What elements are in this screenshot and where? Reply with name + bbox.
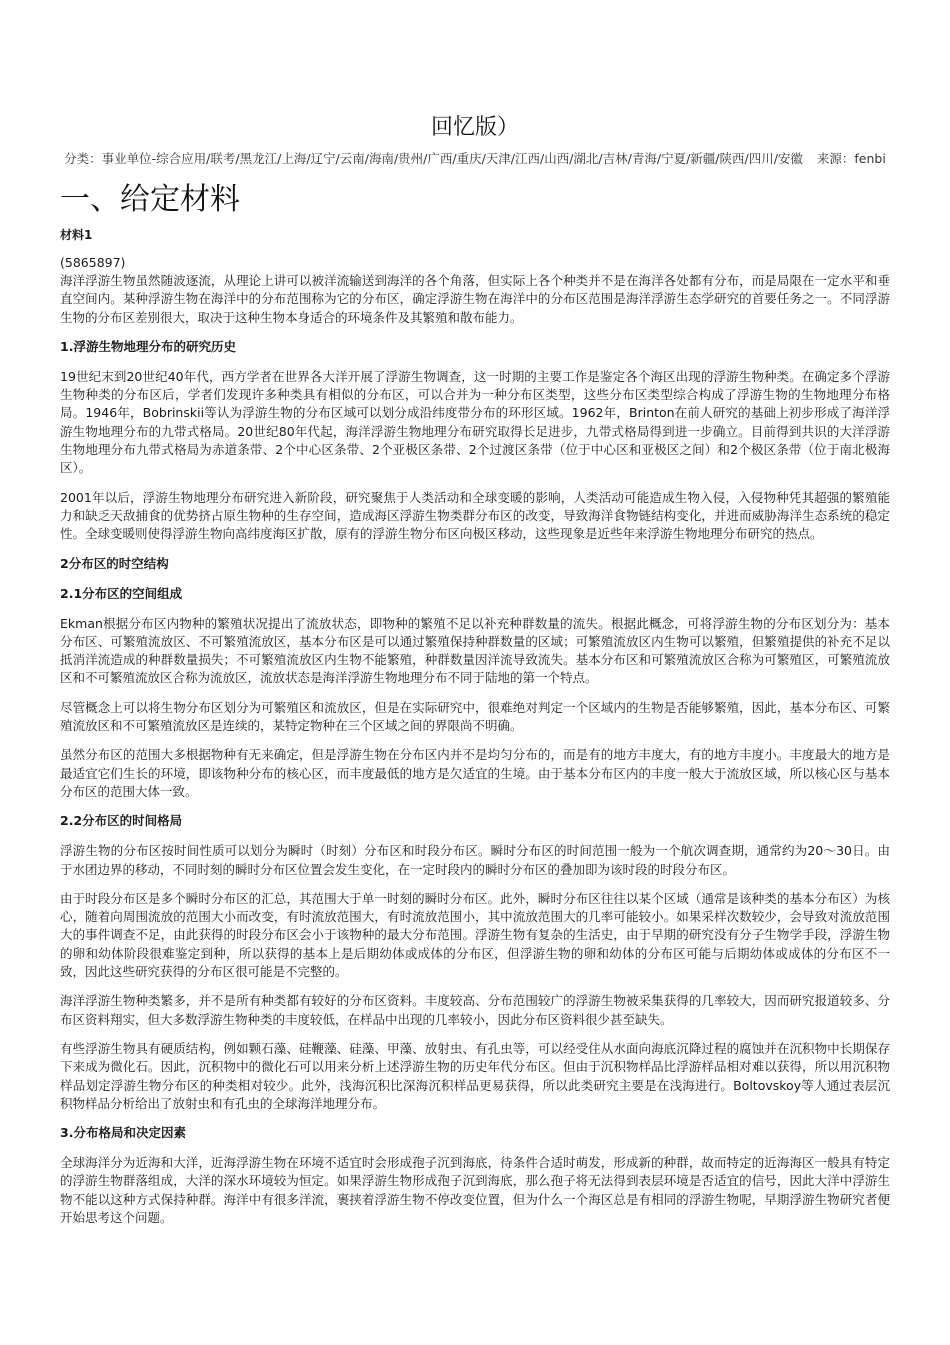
category-text: 分类：事业单位-综合应用/联考/黑龙江/上海/辽宁/云南/海南/贵州/广西/重庆/天津/江西/山西/湖北/吉林/青海/宁夏/新疆/陕西/四川/安徽 [64,151,803,166]
paragraph: Ekman根据分布区内物种的繁殖状况提出了流放状态，即物种的繁殖不足以补充种群数量的流失。根据此概念，可将浮游生物的分布区划分为：基本分布区、可繁殖流放区、不可繁殖流放区，基本分布区是可以通过繁殖保持种群数量的区域；可繁殖流放区内生物可以繁殖，但繁殖提供的补充不足以抵消洋流造成的种群数量损失；不可繁殖流放区内生物不能繁殖，种群数量因洋流导致流失。基本分布区和可繁殖流放区合称为可繁殖区，可繁殖流放区和不可繁殖流放区合称为流放区，流放状态是海洋浮游生物地理分布不同于陆地的第一个特点。 [60,615,890,686]
paragraph: 全球海洋分为近海和大洋，近海浮游生物在环境不适宜时会形成孢子沉到海底，待条件合适时萌发，形成新的种群，故而特定的近海海区一般具有特定的浮游生物群落组成，大洋的深水环境较为恒定。如果浮游生物形成孢子沉到海底，那么孢子将无法得到表层环境是否适宜的信号，因此大洋中浮游生物不能以这种方式保持种群。海洋中有很多洋流，裹挟着浮游生物不停改变位置，但为什么一个海区总是有相同的浮游生物呢，早期浮游生物研究者便开始思考这个问题。 [60,1155,890,1225]
section-heading: 一、给定材料 [60,182,240,217]
subsection-heading-2-1: 2.1分布区的空间组成 [60,585,183,601]
document-title: 回忆版） [430,115,519,140]
paragraph: 海洋浮游生物种类繁多，并不是所有种类都有较好的分布区资料。丰度较高、分布范围较广的浮游生物被采集获得的几率较大，因而研究报道较多、分布区资料翔实，但大多数浮游生物种类的丰度较低，在样品中出现的几率较小，因此分布区资料很少甚至缺失。 [60,993,890,1027]
paragraph: 虽然分布区的范围大多根据物种有无来确定，但是浮游生物在分布区内并不是均匀分布的，而是有的地方丰度大，有的地方丰度小。丰度最大的地方是最适宜它们生长的环境，即该物种分布的核心区，而丰度最低的地方是欠适宜的生境。由于基本分布区内的丰度一般大于流放区域，所以核心区与基本分布区的范围大体一致。 [60,747,890,799]
subsection-heading-2-2: 2.2分布区的时间格局 [60,813,183,829]
paragraph: 尽管概念上可以将生物分布区划分为可繁殖区和流放区，但是在实际研究中，很难绝对判定一个区域内的生物是否能够繁殖，因此，基本分布区、可繁殖流放区和不可繁殖流放区是连续的，某特定物种在三个区域之间的界限尚不明确。 [60,699,890,734]
subsection-heading-2: 2分布区的时空结构 [60,555,169,571]
source-text: 来源：fenbi [816,151,886,166]
paragraph: 浮游生物的分布区按时间性质可以划分为瞬时（时刻）分布区和时段分布区。瞬时分布区的时间范围一般为一个航次调查期，通常约为20～30日。由于水团边界的移动，不同时刻的瞬时分布区位置会发生变化，在一定时段内的瞬时分布区的叠加即为该时段的时段分布区。 [60,843,890,877]
paragraph: 19世纪末到20世纪40年代，西方学者在世界各大洋开展了浮游生物调查，这一时期的主要工作是鉴定各个海区出现的浮游生物种类。在确定多个浮游生物种类的分布区后，学者们发现许多种类具有相似的分布区，可以合并为一种分布区类型，这些分布区类型综合构成了浮游生物的生物地理分布格局。1946年，Bobrinskii等认为浮游生物的分布区域可以划分成沿纬度带分布的环形区域。1962年，Brinton在前人研究的基础上初步形成了海洋浮游生物地理分布的九带式格局。20世纪80年代起，海洋浮游生物地理分布研究取得长足进步，九带式格局得到进一步确立。目前得到共识的大洋浮游生物地理分布九带式格局为赤道条带、2个中心区条带、2个亚极区条带、2个过渡区条带（位于中心区和亚极区之间）和2个极区条带（位于南北极海区）。 [60,368,890,476]
material-id: (5865897) [60,255,126,270]
subsection-heading-1: 1.浮游生物地理分布的研究历史 [60,338,236,354]
subsection-heading-3: 3.分布格局和决定因素 [60,1125,186,1141]
material-label: 材料1 [60,228,93,242]
material-intro-paragraph: 海洋浮游生物虽然随波逐流，从理论上讲可以被洋流输送到海洋的各个角落，但实际上各个种类并不是在海洋各处都有分布，而是局限在一定水平和垂直空间内。某种浮游生物在海洋中的分布范围称为它的分布区，确定浮游生物在海洋中的分布区范围是海洋浮游生态学研究的首要任务之一。不同浮游生物的分布区差别很大，取决于这种生物本身适合的环境条件及其繁殖和散布能力。 [60,273,890,325]
paragraph: 2001年以后，浮游生物地理分布研究进入新阶段，研究聚焦于人类活动和全球变暖的影响，人类活动可能造成生物入侵，入侵物种凭其超强的繁殖能力和缺乏天敌捕食的优势挤占原生物种的生存空间，造成海区浮游生物类群分布区的改变，导致海洋食物链结构变化，并进而威胁海洋生态系统的稳定性。全球变暖则使得浮游生物向高纬度海区扩散，原有的浮游生物分布区向极区移动，这些现象是近些年来浮游生物地理分布研究的热点。 [60,489,890,542]
paragraph: 有些浮游生物具有硬质结构，例如颗石藻、硅鞭藻、硅藻、甲藻、放射虫、有孔虫等，可以经受住从水面向海底沉降过程的腐蚀并在沉积物中长期保存下来成为微化石。因此，沉积物中的微化石可以用来分析上述浮游生物的历史年代分布区。但由于沉积物样品比浮游样品相对难以获得，所以用沉积物样品划定浮游生物分布区的种类相对较少。此外，浅海沉积比深海沉积样品更易获得，所以此类研究主要是在浅海进行。Boltovskoy等人通过表层沉积物样品分析给出了放射虫和有孔虫的全球海洋地理分布。 [60,1040,890,1111]
paragraph: 由于时段分布区是多个瞬时分布区的汇总，其范围大于单一时刻的瞬时分布区。此外，瞬时分布区往往以某个区域（通常是该种类的基本分布区）为核心，随着向周围流放的范围大小而改变，有时流放范围大，有时流放范围小，其中流放范围大的几率可能较小。如果采样次数较少，会导致对流放范围大的事件调查不足，由此获得的时段分布区会小于该物种的最大分布范围。浮游生物有复杂的生活史，由于早期的研究没有分子生物学手段，浮游生物的卵和幼体阶段很难鉴定到种，所以获得的基本上是后期幼体或成体的分布区，但浮游生物的卵和幼体的分布区可能与后期幼体或成体的分布区不一致，因此这些研究获得的分布区很可能是不完整的。 [60,890,890,980]
document-meta [60,150,890,168]
